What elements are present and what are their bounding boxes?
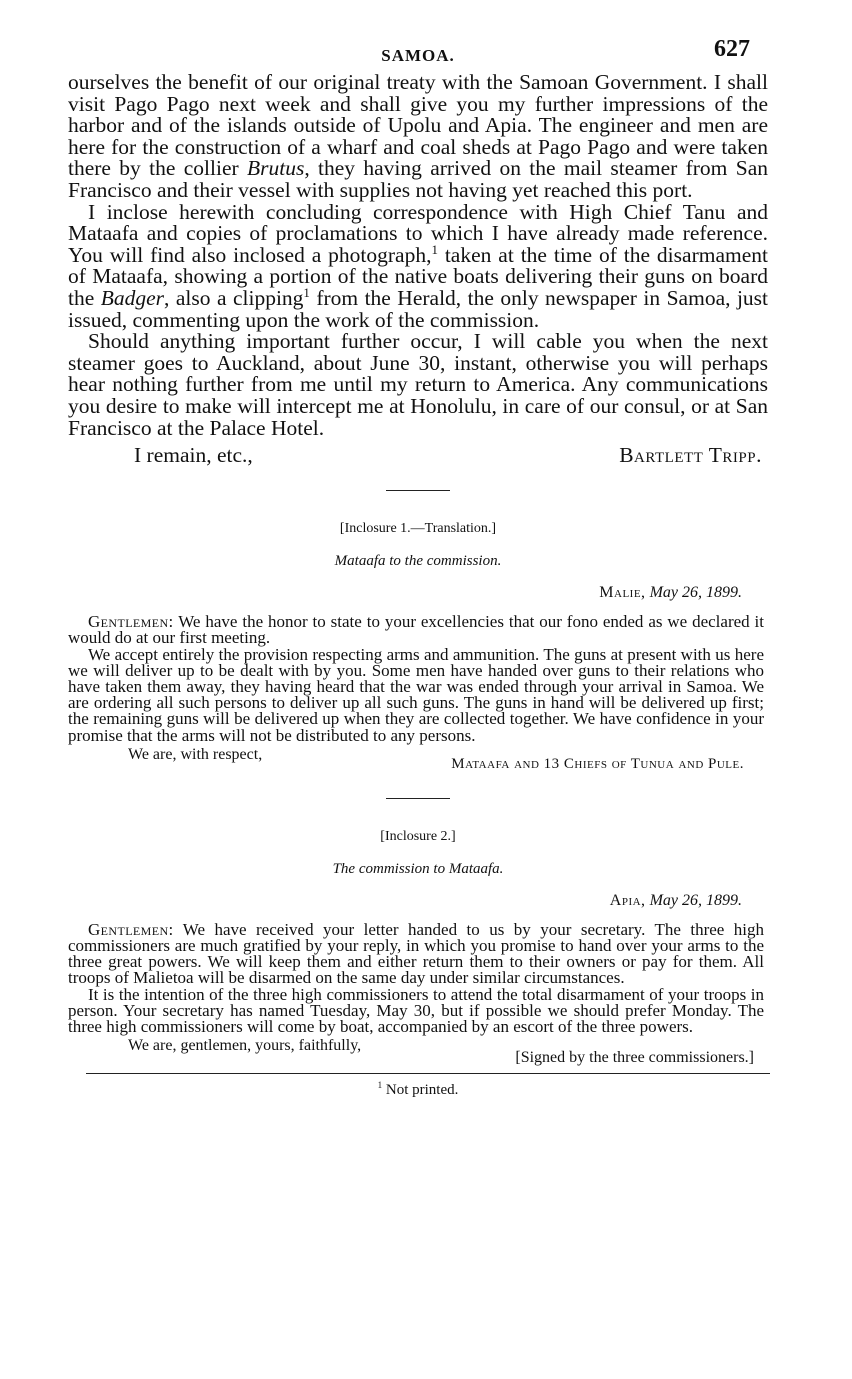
section-divider bbox=[386, 798, 450, 799]
section-divider bbox=[386, 490, 450, 491]
ship-name-badger: Badger bbox=[100, 285, 165, 310]
main-letter-paragraph-1: ourselves the benefit of our original treaty with the Samoan Government. I shall visit Pago Pago next week and shall give you my further impressions of the harbor and of the islands outside of Upolu and Apia. The engineer and men are here for the construction of a wharf and coal sheds at Pago Pago and were taken there by the collier Brutus, they having arrived on the mail steamer from San Francisco and their vessel with supplies not having yet reached this port. bbox=[68, 70, 768, 202]
inclosure-2-paragraph-2: It is the intention of the three high commissioners to attend the total disarmament of your troops in person. Your secretary has named Tuesday, May 30, but if possible we should prefer Monday. The three high commissioners will come by boat, accompanied by an escort of the three powers. bbox=[68, 984, 764, 1036]
main-letter-signature: Bartlett Tripp. bbox=[619, 443, 762, 468]
footnote-number: 1 bbox=[377, 1080, 383, 1091]
inclosure-1-closing-row bbox=[68, 746, 768, 770]
inclosure-1-dateline bbox=[68, 584, 768, 602]
main-letter-closing-row bbox=[68, 443, 768, 468]
inclosure-2-signature: [Signed by the three commissioners.] bbox=[515, 1049, 754, 1067]
inclosure-2-dateline bbox=[68, 892, 768, 910]
page-number: 627 bbox=[714, 36, 750, 62]
inclosure-2-place: Apia, bbox=[609, 891, 646, 909]
ship-name-brutus: Brutus bbox=[246, 156, 305, 181]
inclosure-2-closing: We are, gentlemen, yours, faithfully, bbox=[128, 1037, 362, 1055]
inclosure-2-title: The commission to Mataafa. bbox=[332, 860, 504, 877]
inclosure-2-paragraph-1: Gentlemen: We have received your letter handed to us by your secretary. The three high commissioners are much gratified by your reply, in which you promise to hand over your arms to the three great powers. We will keep them and either return them to their owners or pay for them. All troops of Malietoa will be disarmed on the same day under similar circumstances. bbox=[68, 919, 764, 988]
main-letter-closing: I remain, etc., bbox=[134, 443, 253, 468]
footnote-rule bbox=[86, 1073, 770, 1074]
running-head: SAMOA. bbox=[381, 46, 455, 65]
document-page bbox=[68, 36, 768, 1099]
footnote-mark: 1 bbox=[431, 242, 438, 257]
main-letter-paragraph-3: Should anything important further occur, I will cable you when the next steamer goes to Auckland, about June 30, instant, otherwise you will perhaps hear nothing further from me until my return to America. Any communications you desire to make will intercept me at Honolulu, in care of our consul, or at San Francisco at the Palace Hotel. bbox=[68, 329, 768, 440]
inclosure-2-heading: [Inclosure 2.] bbox=[380, 828, 456, 844]
inclosure-1-paragraph-2: We accept entirely the provision respecting arms and ammunition. The guns at present with us here we will deliver up to be dealt with by you. Some men have handed over guns to their relations who have taken them away, they having heard that the war was ended through your arrival in Samoa. We are ordering all such persons to deliver up all such guns. The guns in hand will be delivered up first; the remaining guns will be delivered up when they are collected together. We have confidence in your promise that the arms will not be distributed to any persons. bbox=[68, 644, 764, 745]
footnote bbox=[68, 1082, 768, 1099]
inclosure-1-heading: [Inclosure 1.—Translation.] bbox=[339, 521, 497, 537]
inclosure-2-salutation: Gentlemen: bbox=[88, 919, 174, 939]
inclosure-2-closing-row bbox=[68, 1037, 768, 1067]
page-header bbox=[68, 36, 768, 72]
footnote-text: Not printed. bbox=[382, 1082, 459, 1099]
inclosure-1-date: May 26, 1899. bbox=[649, 584, 742, 602]
inclosure-1-salutation: Gentlemen: bbox=[88, 612, 174, 632]
inclosure-1-signature: Mataafa and 13 Chiefs of Tunua and Pule. bbox=[451, 755, 744, 772]
inclosure-2-date: May 26, 1899. bbox=[649, 891, 742, 909]
footnote-mark: 1 bbox=[303, 285, 310, 300]
inclosure-1-title: Mataafa to the commission. bbox=[334, 553, 502, 570]
inclosure-1-paragraph-1: Gentlemen: We have the honor to state to your excellencies that our fono ended as we declared it would do at our first meeting. bbox=[68, 612, 764, 648]
inclosure-1-closing: We are, with respect, bbox=[128, 745, 263, 763]
main-letter bbox=[68, 72, 768, 439]
inclosure-1-letter bbox=[68, 614, 768, 744]
main-letter-paragraph-2: I inclose herewith concluding correspondence with High Chief Tanu and Mataafa and copies of proclamations to which I have already made reference. You will find also inclosed a photograph,$^1$ taken at the time of the disarmament of Mataafa, showing a portion of the native boats delivering their guns on board the Badger, also a clipping$^1$ from the Herald, the only newspaper in Samoa, just issued, commenting upon the work of the commission. bbox=[68, 199, 769, 332]
inclosure-2-letter bbox=[68, 919, 768, 1036]
inclosure-1-place: Malie, bbox=[599, 584, 646, 602]
